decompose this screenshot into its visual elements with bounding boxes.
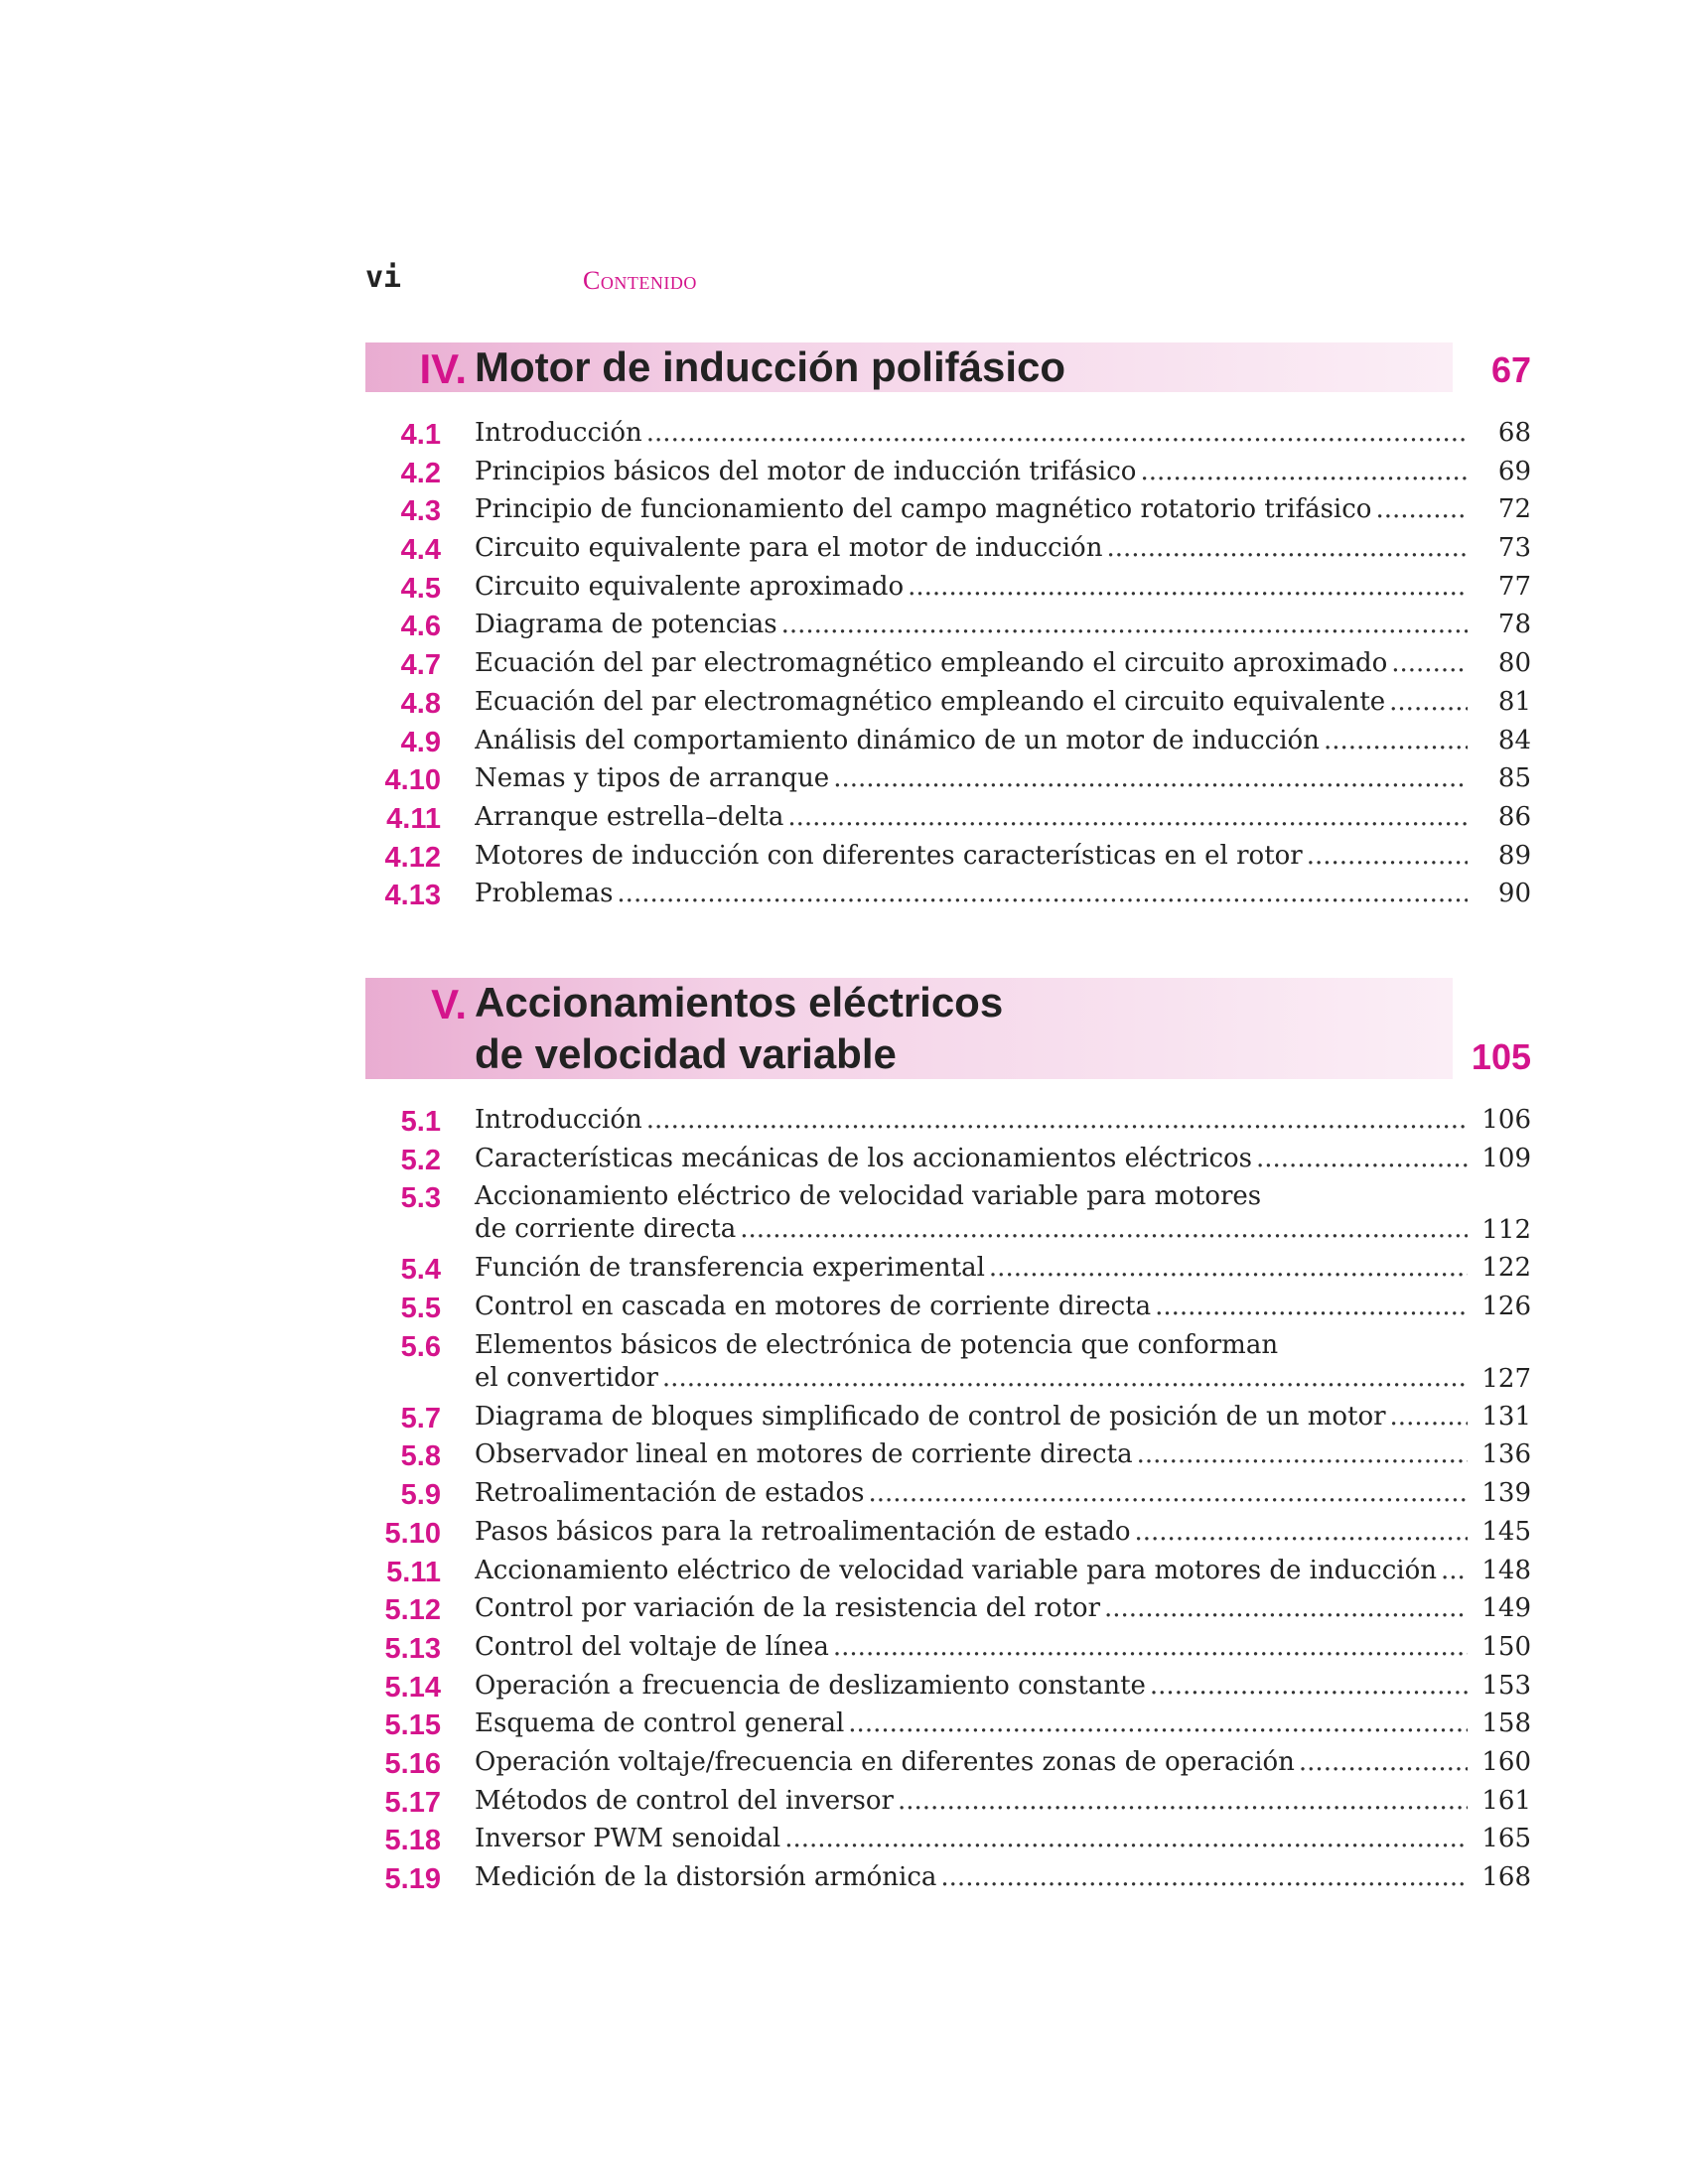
section-page-number: 84 [1497,725,1531,755]
section-title-text: Principio de funcionamiento del campo magnético rotatorio trifásico [475,494,1372,525]
toc-entry[interactable] [365,1861,1531,1900]
section-title-line: Accionamiento eléctrico de velocidad variable para motores [475,1181,1262,1212]
section-page-number: 136 [1481,1439,1531,1470]
dot-leader [1390,1401,1468,1433]
section-number: 5.6 [400,1330,441,1363]
dot-leader [1104,1592,1468,1625]
section-title [475,686,1468,719]
dot-leader [1256,1143,1468,1175]
section-title-text: Control en cascada en motores de corriente directa [475,1292,1152,1322]
section-title [475,1180,1468,1246]
section-page-number: 68 [1497,418,1531,448]
section-number: 5.4 [400,1254,441,1287]
section-title-line [475,1707,1468,1740]
dot-leader [940,1861,1468,1894]
dot-leader [848,1707,1468,1740]
section-page-number: 168 [1481,1862,1531,1892]
section-title-text: Operación voltaje/frecuencia en diferentes zonas de operación [475,1746,1295,1777]
section-title-text: Motores de inducción con diferentes características en el rotor [475,840,1303,871]
section-title-line [475,762,1468,795]
toc-entry[interactable] [365,1180,1531,1252]
chapter-page-number: 105 [1471,1036,1531,1077]
section-number: 4.12 [384,841,441,874]
toc-entry[interactable] [365,878,1531,916]
section-title-text: Control por variación de la resistencia del rotor [475,1593,1101,1624]
dot-leader [740,1213,1468,1246]
toc-entry[interactable] [365,1670,1531,1708]
toc-entry[interactable] [365,1746,1531,1785]
dot-leader [1324,725,1468,757]
dot-leader [1389,686,1468,719]
toc-entry[interactable] [365,571,1531,610]
section-title-line [475,1592,1468,1625]
section-page-number: 69 [1497,456,1531,486]
section-title-line [475,1785,1468,1818]
section-title-line [475,532,1468,565]
section-number: 4.9 [400,726,441,758]
section-page-number: 126 [1481,1292,1531,1322]
section-title-text: Circuito equivalente aproximado [475,571,905,602]
toc-entry[interactable] [365,1516,1531,1555]
section-number: 5.18 [384,1825,441,1857]
section-title-text: Circuito equivalente para el motor de inducción [475,533,1103,564]
section-title-line [475,609,1468,641]
section-page-number: 139 [1481,1478,1531,1509]
chapter-title-line: de velocidad variable [475,1030,897,1077]
chapter-title [475,341,1065,393]
dot-leader [1391,647,1468,680]
section-page-number: 153 [1481,1670,1531,1701]
section-title [475,878,1468,910]
dot-leader [1140,456,1468,488]
dot-leader [646,1104,1468,1137]
toc-entry[interactable] [365,1823,1531,1861]
section-title [475,1746,1468,1779]
section-title [475,493,1468,526]
section-page-number: 106 [1481,1105,1531,1135]
section-title-text: Introducción [475,1105,642,1135]
section-title-text: Ecuación del par electromagnético empleando el circuito aproximado [475,648,1388,679]
dot-leader [1307,840,1468,873]
section-title [475,1592,1468,1625]
section-title-text: Principios básicos del motor de inducción trifásico [475,456,1137,486]
section-number: 5.1 [400,1106,441,1138]
section-number: 5.10 [384,1517,441,1550]
section-number: 4.11 [386,802,441,835]
section-number: 5.8 [400,1440,441,1473]
section-page-number: 150 [1481,1631,1531,1662]
section-title [475,571,1468,604]
section-title [475,801,1468,834]
section-number: 5.2 [400,1144,441,1176]
toc-entry[interactable] [365,1401,1531,1439]
section-title-line [475,493,1468,526]
section-page-number: 89 [1497,840,1531,871]
section-page-number: 80 [1497,648,1531,679]
section-title-text: Diagrama de potencias [475,610,777,640]
section-title-line [475,1362,1468,1395]
section-page-number: 160 [1481,1746,1531,1777]
dot-leader [1106,532,1468,565]
section-title-line [475,1746,1468,1779]
section-title-line [475,456,1468,488]
section-number: 5.9 [400,1479,441,1512]
chapter-title-line: Accionamientos eléctricos [475,979,1004,1025]
section-title [475,1516,1468,1549]
section-title-line [475,1438,1468,1471]
toc-entry[interactable] [365,762,1531,801]
chapter-title [475,977,1003,1080]
dot-leader [1135,1516,1469,1549]
section-title-line [475,1477,1468,1510]
toc-entry[interactable] [365,1707,1531,1746]
section-number: 5.12 [384,1594,441,1627]
section-title [475,417,1468,450]
section-title-text: Métodos de control del inversor [475,1785,894,1816]
dot-leader [781,609,1468,641]
dot-leader [1137,1438,1468,1471]
section-title [475,1438,1468,1471]
section-title-line [475,1401,1468,1433]
section-title-text: Ecuación del par electromagnético empleando el circuito equivalente [475,686,1386,717]
section-number: 4.3 [400,495,441,528]
toc-entry[interactable] [365,609,1531,647]
section-title-line [475,417,1468,450]
section-number: 4.10 [384,764,441,797]
section-list [365,1104,1531,1900]
section-number: 5.17 [384,1786,441,1819]
section-number: 5.5 [400,1293,441,1325]
section-title [475,1291,1468,1323]
section-title [475,1670,1468,1703]
section-title-text: Inversor PWM senoidal [475,1824,781,1854]
section-title-text: Observador lineal en motores de corriente directa [475,1439,1133,1470]
toc-entry[interactable] [365,1438,1531,1477]
dot-leader [646,417,1468,450]
section-title [475,762,1468,795]
toc-entry[interactable] [365,493,1531,532]
section-title [475,1861,1468,1894]
chapter-number: V. [431,981,467,1027]
section-title-text: de corriente directa [475,1214,737,1245]
section-title [475,1785,1468,1818]
section-title-line [475,878,1468,910]
section-title-line [475,1143,1468,1175]
section-title-text: Pasos básicos para la retroalimentación de estado [475,1516,1131,1547]
section-page-number: 73 [1497,533,1531,564]
section-number: 4.5 [400,572,441,605]
section-title-line: Elementos básicos de electrónica de potencia que conforman [475,1329,1279,1360]
toc-entry[interactable] [365,1592,1531,1631]
section-title [475,1329,1468,1395]
section-title-text: Esquema de control general [475,1708,845,1739]
section-title-line [475,1213,1468,1246]
section-title-text: Control del voltaje de línea [475,1631,829,1662]
dot-leader [908,571,1468,604]
section-title-text: Accionamiento eléctrico de velocidad variable para motores de inducción [475,1555,1437,1585]
toc-entry[interactable] [365,1477,1531,1516]
section-title-line [475,840,1468,873]
section-title [475,1477,1468,1510]
section-title-text: Nemas y tipos de arranque [475,763,830,794]
toc-entry[interactable] [365,1104,1531,1143]
toc-entry[interactable] [365,1252,1531,1291]
section-page-number: 112 [1481,1215,1531,1246]
section-page-number: 165 [1481,1824,1531,1854]
section-title-text: el convertidor [475,1362,658,1393]
section-title-text: Función de transferencia experimental [475,1253,985,1284]
section-title-line [475,1291,1468,1323]
section-title [475,647,1468,680]
section-title-line [475,1104,1468,1137]
dot-leader [1375,493,1468,526]
toc-entry[interactable] [365,456,1531,494]
toc-entry[interactable] [365,725,1531,763]
section-number: 5.14 [384,1671,441,1704]
section-title [475,609,1468,641]
section-page-number: 72 [1497,494,1531,525]
dot-leader [833,1631,1468,1664]
section-page-number: 90 [1497,879,1531,909]
dot-leader [1441,1555,1468,1587]
dot-leader [1299,1746,1468,1779]
dot-leader [784,1823,1468,1855]
toc-entry[interactable] [365,1631,1531,1670]
toc-entry[interactable] [365,1329,1531,1401]
section-page-number: 131 [1481,1401,1531,1432]
section-title-text: Retroalimentación de estados [475,1478,865,1509]
section-title-line [475,1631,1468,1664]
section-number: 5.7 [400,1402,441,1434]
section-title-line [475,686,1468,719]
page-number: vi [365,260,402,295]
section-title-line [475,1823,1468,1855]
chapter-title-line: Motor de inducción polifásico [475,343,1066,390]
section-number: 5.11 [386,1556,441,1588]
section-page-number: 109 [1481,1143,1531,1173]
section-number: 4.1 [400,419,441,451]
toc-entry[interactable] [365,417,1531,456]
toc-entry[interactable] [365,532,1531,571]
section-title [475,840,1468,873]
section-page-number: 158 [1481,1708,1531,1739]
section-title-line [475,1555,1468,1587]
dot-leader [662,1362,1468,1395]
section-title [475,1401,1468,1433]
chapter-page-number: 67 [1490,349,1531,390]
section-page-number: 149 [1481,1593,1531,1624]
section-title [475,1104,1468,1137]
dot-leader [898,1785,1468,1818]
section-title [475,1631,1468,1664]
toc-entry[interactable] [365,840,1531,879]
section-page-number: 85 [1497,763,1531,794]
section-title-text: Medición de la distorsión armónica [475,1862,937,1892]
toc-entry[interactable] [365,801,1531,840]
running-title: Contenido [583,266,697,295]
section-title-text: Introducción [475,418,642,448]
dot-leader [787,801,1468,834]
section-page-number: 127 [1481,1363,1531,1394]
section-page-number: 145 [1481,1516,1531,1547]
section-title-line [475,647,1468,680]
toc-entry[interactable] [365,647,1531,686]
section-number: 5.16 [384,1747,441,1780]
section-title-text: Características mecánicas de los accionamientos eléctricos [475,1143,1252,1173]
section-number: 4.4 [400,534,441,567]
dot-leader [869,1477,1468,1510]
section-number: 4.8 [400,687,441,720]
section-title-line [475,801,1468,834]
section-title-text: Problemas [475,879,614,909]
toc-entry[interactable] [365,1143,1531,1181]
section-title [475,532,1468,565]
section-title-line [475,1516,1468,1549]
section-title [475,725,1468,757]
section-title-text: Diagrama de bloques simplificado de control de posición de un motor [475,1401,1386,1432]
section-title-line [475,571,1468,604]
toc-entry[interactable] [365,1555,1531,1593]
section-title-line [475,1252,1468,1285]
section-number: 4.2 [400,457,441,489]
section-page-number: 161 [1481,1785,1531,1816]
section-title-text: Operación a frecuencia de deslizamiento constante [475,1670,1146,1701]
dot-leader [617,878,1468,910]
section-title-line [475,1861,1468,1894]
section-number: 4.6 [400,611,441,643]
section-title [475,1823,1468,1855]
dot-leader [833,762,1468,795]
section-number: 5.13 [384,1632,441,1665]
section-page-number: 148 [1481,1555,1531,1585]
section-page-number: 78 [1497,610,1531,640]
section-page-number: 86 [1497,801,1531,832]
section-page-number: 81 [1497,686,1531,717]
section-number: 5.19 [384,1863,441,1895]
section-title [475,1252,1468,1285]
section-number: 5.3 [400,1182,441,1215]
section-page-number: 77 [1497,571,1531,602]
section-title-text: Arranque estrella–delta [475,801,784,832]
section-title-text: Análisis del comportamiento dinámico de un motor de inducción [475,725,1320,755]
section-title-line [475,725,1468,757]
section-number: 4.13 [384,880,441,912]
toc-entry[interactable] [365,1785,1531,1824]
section-title [475,456,1468,488]
section-list [365,417,1531,916]
section-page-number: 122 [1481,1253,1531,1284]
toc-entry[interactable] [365,686,1531,725]
chapter-number: IV. [419,345,467,392]
toc-entry[interactable] [365,1291,1531,1329]
section-title [475,1143,1468,1175]
section-title-line [475,1670,1468,1703]
dot-leader [1150,1670,1468,1703]
dot-leader [1155,1291,1468,1323]
section-number: 4.7 [400,649,441,682]
dot-leader [989,1252,1468,1285]
section-number: 5.15 [384,1709,441,1742]
section-title [475,1555,1468,1587]
section-title [475,1707,1468,1740]
